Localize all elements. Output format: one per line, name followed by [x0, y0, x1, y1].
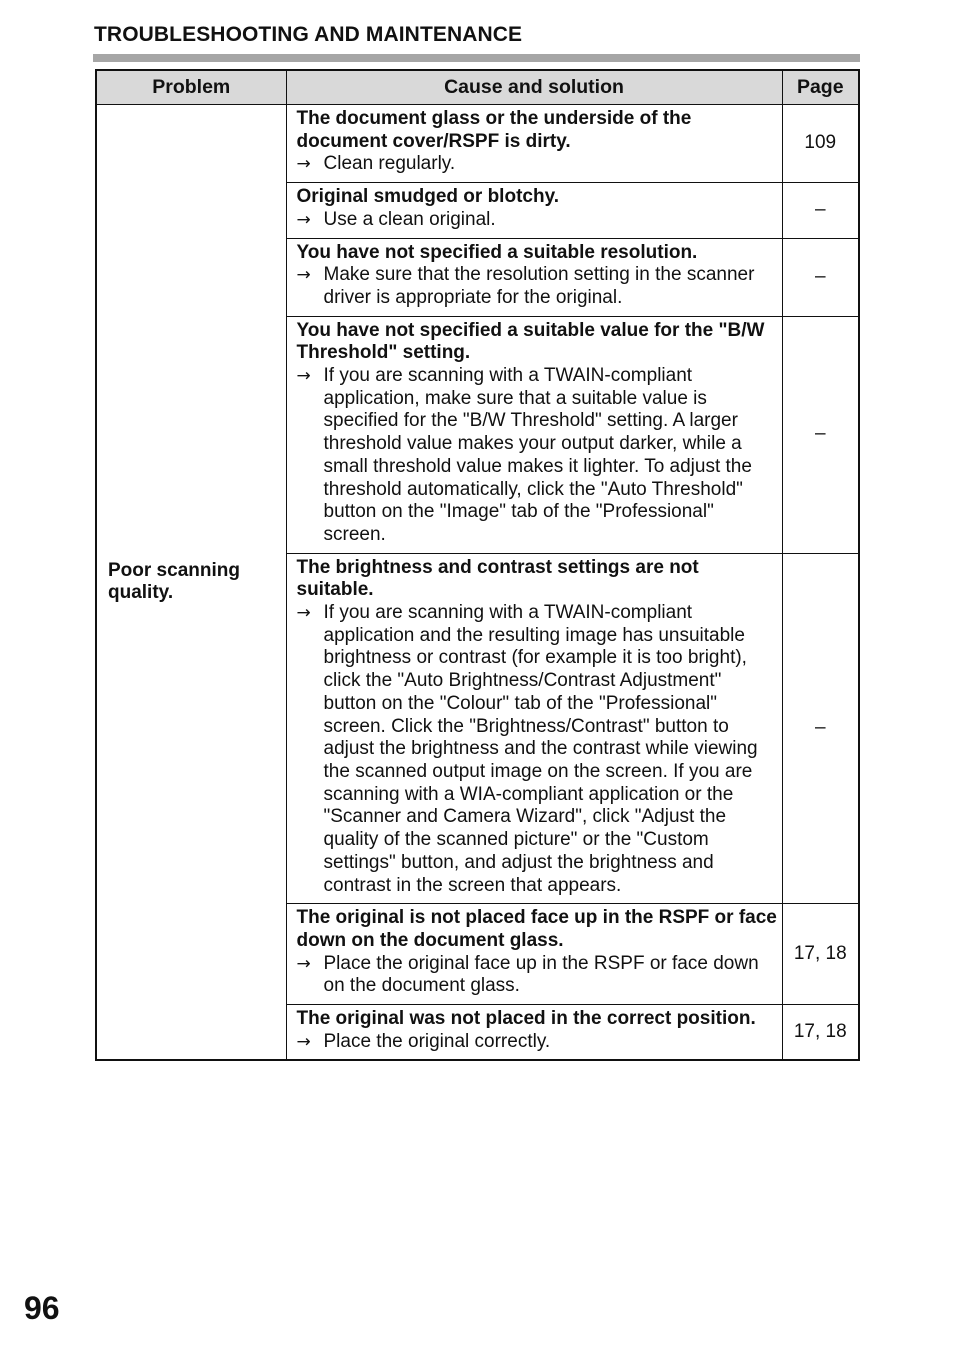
troubleshooting-table	[95, 69, 860, 1061]
cause-title: Original smudged or blotchy.	[296, 186, 560, 208]
solution-text	[297, 264, 778, 309]
arrow-right-icon: →	[296, 154, 311, 175]
solution-text	[297, 209, 778, 232]
cause-cell	[286, 904, 782, 1005]
solution-body: Clean regularly.	[323, 153, 456, 175]
section-title: TROUBLESHOOTING AND MAINTENANCE	[94, 23, 523, 46]
solution-body: Make sure that the resolution setting in the scanner driver is appropriate for the original.	[323, 264, 755, 308]
solution-body: If you are scanning with a TWAIN-compliant application, make sure that a suitable value is specified for the "B/W Threshold" setting. A larger threshold value makes your output darker, while a small threshold value makes it lighter. To adjust the threshold automatically, click the "Auto Threshold" button on the "Image" tab of the "Professional" screen.	[323, 365, 752, 545]
title-rule	[93, 54, 860, 62]
cause-cell	[286, 238, 782, 316]
cause-title: The document glass or the underside of the document cover/RSPF is dirty.	[296, 108, 692, 152]
cause-cell	[286, 1005, 782, 1061]
solution-text	[297, 953, 778, 998]
solution-body: Place the original correctly.	[323, 1030, 551, 1052]
page-ref: –	[782, 553, 859, 904]
page-ref: 17, 18	[782, 904, 859, 1005]
column-header-cause: Cause and solution	[286, 70, 782, 105]
page-ref: –	[782, 316, 859, 553]
cause-cell	[286, 316, 782, 553]
page-ref: –	[782, 238, 859, 316]
column-header-page: Page	[782, 70, 859, 105]
cause-title: The brightness and contrast settings are not suitable.	[296, 556, 699, 601]
cause-title: You have not specified a suitable value for the "B/W Threshold" setting.	[296, 319, 765, 364]
column-header-problem: Problem	[96, 70, 286, 105]
arrow-right-icon: →	[296, 1031, 311, 1052]
page-ref: 109	[782, 105, 859, 183]
cause-cell	[286, 105, 782, 183]
solution-body: Place the original face up in the RSPF or face down on the document glass.	[323, 952, 759, 997]
solution-body: Use a clean original.	[323, 208, 496, 230]
cause-title: The original was not placed in the correct position.	[296, 1008, 756, 1030]
cause-title: The original is not placed face up in the RSPF or face down on the document glass.	[296, 907, 777, 951]
solution-body: If you are scanning with a TWAIN-compliant application and the resulting image has unsuitable brightness or contrast (for example it is too bright), click the "Auto Brightness/Contrast Adjustment" button on the "Colour" tab of the "Professional" screen. Click the "Brightness/Contrast" button to adjust the brightness and the contrast while viewing the scanned output image on the screen. If you are scanning with a WIA-compliant application or the "Scanner and Camera Wizard", click "Adjust the quality of the scanned picture" or the "Custom settings" button, and adjust the brightness and contrast in the screen that appears.	[323, 602, 758, 896]
solution-text	[297, 1031, 778, 1054]
arrow-right-icon: →	[296, 603, 311, 624]
arrow-right-icon: →	[296, 366, 311, 387]
table-header-row	[96, 70, 859, 105]
arrow-right-icon: →	[296, 265, 311, 286]
arrow-right-icon: →	[296, 953, 311, 974]
arrow-right-icon: →	[296, 209, 311, 230]
solution-text	[297, 153, 778, 176]
page-number: 96	[24, 1290, 60, 1326]
solution-text	[297, 365, 778, 547]
cause-title: You have not specified a suitable resolution.	[296, 241, 698, 263]
cause-cell	[286, 183, 782, 238]
page-ref: –	[782, 183, 859, 238]
page-ref: 17, 18	[782, 1005, 859, 1061]
cause-cell	[286, 553, 782, 904]
problem-cell: Poor scanning quality.	[96, 105, 286, 1061]
table-row	[96, 105, 859, 183]
solution-text	[297, 602, 778, 897]
